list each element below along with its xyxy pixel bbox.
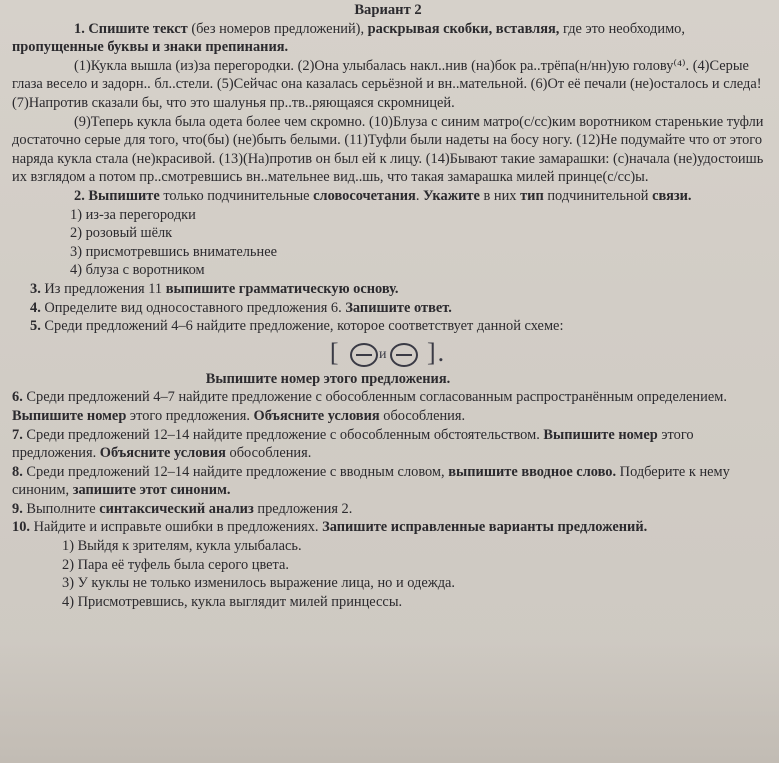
- task-9-number: 9.: [12, 500, 23, 517]
- task-3-number: 3.: [30, 280, 41, 297]
- task-2-bold-2: словосочетания: [313, 187, 416, 204]
- task-1-paragraph-1: (1)Кукла вышла (из)за перегородки. (2)Она улыбалась накл..нив (на)бок ра..трёпа(н/нн)ую голову⁽⁴⁾. (4)Серые глаза весело и задорн.. бл..стели. (5)Сейчас она казалась серьёзной и вн..мательной. (6)От её печали (не)осталось и следа! (7)Напротив сказали бы, что это шалунья пр..тв..ряющаяся скромницей.: [12, 57, 762, 111]
- task-2-option-4: 4) блуза с воротником: [70, 262, 205, 279]
- task-3-text: Из предложения 11: [40, 280, 166, 297]
- scheme-circle-2-icon: [390, 343, 418, 367]
- task-8-bold-2: запишите этот синоним.: [72, 482, 231, 499]
- task-8-text-1: Среди предложений 12–14 найдите предложение с вводным словом,: [22, 463, 449, 480]
- scheme-circle-1-icon: [350, 343, 378, 367]
- task-7: [12, 426, 764, 463]
- task-2-option-3: 3) присмотревшись внимательнее: [70, 243, 277, 260]
- scheme-close-bracket: ].: [427, 337, 447, 367]
- sentence-scheme: [12, 338, 764, 370]
- task-3-bold: выпишите грамматическую основу.: [165, 280, 399, 297]
- task-2-text-1: только подчинительные: [159, 187, 314, 204]
- worksheet-content: [12, 0, 764, 611]
- task-10-number: 10.: [12, 519, 30, 536]
- task-3: [12, 280, 764, 299]
- task-5-instruction: [12, 370, 764, 389]
- task-6-number: 6.: [12, 389, 23, 406]
- task-1-text-2: где это необходимо,: [559, 20, 685, 37]
- task-6-bold-2: Объясните условия: [253, 407, 380, 424]
- task-7-number: 7.: [12, 426, 23, 443]
- task-2-bold-3: Укажите: [423, 187, 480, 204]
- task-9-text-1: Выполните: [22, 500, 100, 517]
- task-2-bold-4: тип: [520, 187, 544, 204]
- task-4-number: 4.: [30, 299, 41, 316]
- task-4-bold: Запишите ответ.: [345, 299, 452, 316]
- task-1-bold-2: раскрывая скобки, вставляя,: [367, 20, 560, 37]
- task-9: [12, 500, 764, 519]
- task-5: [12, 317, 764, 336]
- task-10-text: Найдите и исправьте ошибки в предложениях.: [30, 519, 323, 536]
- task-10: [12, 518, 764, 537]
- task-8-bold-1: выпишите вводное слово.: [448, 463, 617, 480]
- task-6-text-1: Среди предложений 4–7 найдите предложение с обособленным согласованным распространённым определением.: [22, 389, 727, 406]
- task-6: [12, 388, 764, 425]
- task-1-number: 1.: [74, 20, 85, 37]
- scheme-open-bracket: [: [329, 337, 341, 367]
- task-2-option-1: 1) из-за перегородки: [70, 206, 196, 223]
- task-10-option-2: 2) Пара её туфель была серого цвета.: [62, 556, 289, 573]
- task-8: [12, 463, 764, 500]
- task-1-instruction: [12, 20, 764, 57]
- task-2-text-4: подчинительной: [543, 187, 653, 204]
- task-1-bold-3: пропущенные буквы и знаки препинания.: [12, 39, 289, 56]
- task-10-option-1: 1) Выйдя к зрителям, кукла улыбалась.: [62, 538, 302, 555]
- task-7-text-3: обособления.: [225, 445, 312, 462]
- task-2-bold-5: связи.: [652, 187, 692, 204]
- task-8-number: 8.: [12, 463, 23, 480]
- page-shadow: [0, 640, 779, 763]
- task-5-bold: Выпишите номер этого предложения.: [205, 370, 451, 387]
- scheme-conjunction: и: [379, 346, 389, 362]
- task-10-option-3: 3) У куклы не только изменилось выражение лица, но и одежда.: [62, 575, 456, 592]
- task-2-bold-1: Выпишите: [88, 187, 160, 204]
- task-7-text-1: Среди предложений 12–14 найдите предложение с обособленным обстоятельством.: [22, 426, 544, 443]
- task-2-text-3: в них: [479, 187, 521, 204]
- variant-title: Вариант 2: [354, 2, 422, 18]
- task-7-bold-2: Объясните условия: [99, 445, 226, 462]
- task-10-option-4: 4) Присмотревшись, кукла выглядит милей принцессы.: [62, 593, 403, 610]
- task-7-text-2: этого предложения.: [12, 426, 694, 462]
- task-6-text-2: этого предложения.: [126, 407, 254, 424]
- task-1-text-1: (без номеров предложений),: [187, 20, 368, 37]
- task-5-text: Среди предложений 4–6 найдите предложение, которое соответствует данной схеме:: [40, 318, 564, 335]
- task-2-instruction: [12, 187, 764, 206]
- task-7-bold-1: Выпишите номер: [543, 426, 658, 443]
- task-2-option-2: 2) розовый шёлк: [70, 225, 173, 242]
- task-6-text-3: обособления.: [379, 407, 466, 424]
- task-1-bold-1: Спишите текст: [88, 20, 188, 37]
- task-4: [12, 299, 764, 318]
- task-10-bold: Запишите исправленные варианты предложений.: [322, 519, 648, 536]
- task-1-paragraph-2: (9)Теперь кукла была одета более чем скромно. (10)Блуза с синим матро(с/сс)ким воротником старенькие туфли достаточно серые для того, что(бы) (не)быть белыми. (11)Туфли были надеты на босу ногу. (12)Не подумайте что от этого наряда кукла стала (не)красивой. (13)(На)против он был ей к лицу. (14)Бывают такие замарашки: (с)начала (не)удостоишь их взглядом а потом пр..смотревшись вн..мательнее вид..шь, что такая замарашка милей принце(с/сс)ы.: [12, 113, 764, 186]
- task-6-bold-1: Выпишите номер: [12, 407, 127, 424]
- task-4-text: Определите вид односоставного предложения 6.: [40, 299, 346, 316]
- task-2-text-2: .: [415, 187, 424, 204]
- task-9-text-2: предложения 2.: [253, 500, 353, 517]
- task-5-number: 5.: [30, 318, 41, 335]
- task-2-number: 2.: [74, 187, 85, 204]
- task-8-text-2: Подберите к нему синоним,: [12, 463, 730, 499]
- task-9-bold: синтаксический анализ: [99, 500, 254, 517]
